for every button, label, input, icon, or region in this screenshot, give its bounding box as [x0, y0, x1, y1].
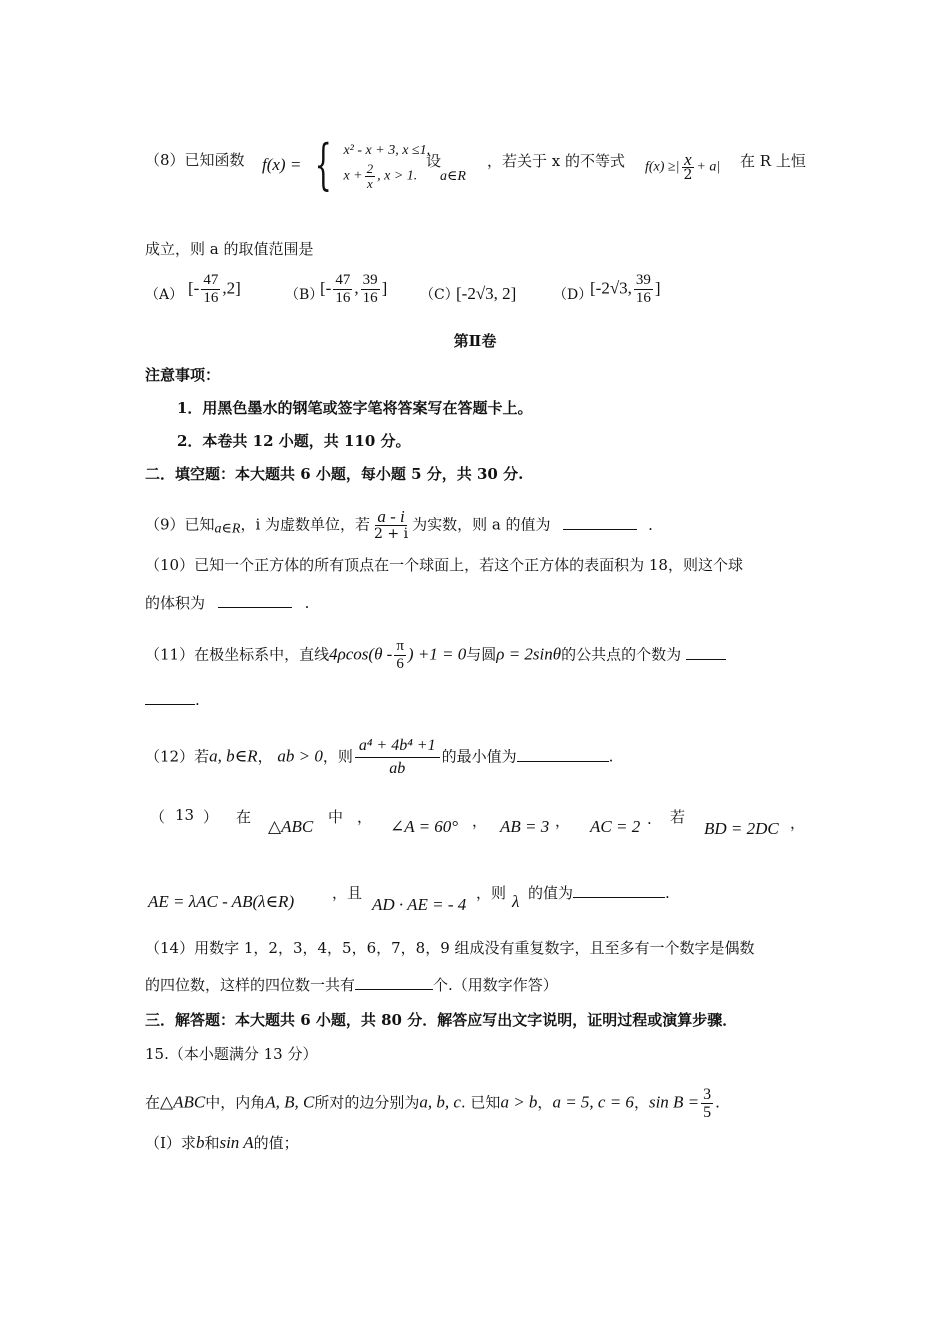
question-14-line-2: 的四位数，这样的四位数一共有 个.（用数字作答） [145, 976, 558, 994]
q13-then: ，则 [476, 884, 507, 902]
question-15-statement: 在△ABC中，内角A, B, C所对的边分别为a, b, c. 已知a > b，a = 5, c = 6，sin B = $\frac{3}{5}$ . [145, 1086, 720, 1121]
q8-option-c-label: （C） [420, 287, 459, 303]
q13-num: 13 [175, 806, 195, 824]
q13-dot-product: AD · AE = - 4 [372, 895, 467, 914]
q8-option-a: [- $\frac{47}{16}$ ,2] [188, 272, 241, 306]
q8-option-d: [-2√3, $\frac{39}{16}$ ] [590, 272, 661, 306]
question-8-line-2: 成立，则 a 的取值范围是 [145, 240, 314, 258]
q8-piece-2: x + $\frac{2}{x}$ , x > 1. [343, 160, 418, 191]
q8-fx: f(x) = [262, 155, 302, 174]
brace-icon: { [314, 133, 332, 196]
notes-item-2: 2．本卷共 12 小题，共 110 分。 [177, 432, 411, 450]
q13-comma-4: ， [790, 814, 806, 832]
q8-a-in-R: a∈R [440, 169, 466, 184]
question-11-line-2: . [145, 690, 200, 710]
q13-comma-2: ， [472, 812, 488, 830]
q8-piecewise [306, 133, 431, 196]
q13-zhong: 中 [328, 808, 344, 826]
q8-option-b: [- $\frac{47}{16}$ , $\frac{39}{16}$ ] [320, 272, 388, 306]
q14-answer-blank[interactable] [355, 975, 433, 990]
q13-comma-3: ， [555, 812, 571, 830]
q8-tail: 在 R 上恒 [740, 152, 806, 170]
q8-option-b-label: （B） [285, 287, 324, 303]
q13-if: 若 [670, 808, 686, 826]
question-9: （9）已知a∈R，i 为虚数单位，若 $\frac{a - i}{2 + i}$ 为实数，则 a 的值为 . [145, 507, 653, 542]
question-10-line-2: 的体积为 . [145, 594, 310, 612]
question-12: （12）若a, b∈R， ab > 0，则 $\frac{\text{a⁴ + 4b⁴ +1}}{ab}$ 的最小值为 . [145, 737, 614, 777]
q11-answer-blank-part-2[interactable] [145, 690, 195, 705]
q13-ac: AC = 2 [590, 817, 641, 836]
q13-ae-expr: AE = λAC - AB(λ∈R) [148, 892, 295, 911]
q13-triangle: △ABC [268, 817, 314, 836]
q13-num-close: ） [203, 808, 219, 826]
q8-option-d-label: （D） [553, 287, 593, 303]
notes-heading: 注意事项： [145, 366, 221, 384]
section-2-heading: 二．填空题：本大题共 6 小题，每小题 5 分，共 30 分. [145, 465, 524, 483]
q13-comma-1: ， [357, 808, 373, 826]
q13-in: 在 [236, 808, 252, 826]
q8-set: 设 [426, 152, 442, 170]
q13-period: . [647, 810, 652, 828]
question-15-part-1: （Ⅰ）求b和sin A的值； [145, 1133, 299, 1152]
part-2-title: 第Ⅱ卷 [453, 332, 497, 350]
q8-piece-1: x² - x + 3, x ≤1, [343, 142, 431, 158]
question-8-line-1 [145, 150, 245, 170]
question-15-title: 15.（本小题满分 13 分） [145, 1045, 318, 1063]
q13-num-open: （ [150, 808, 166, 826]
q8-inequality: f(x) ≥| $\frac{x}{2}$ + a| [645, 150, 721, 183]
q8-option-c: [-2√3, 2] [456, 284, 517, 303]
q13-answer-blank[interactable] [573, 883, 665, 898]
q13-bd: BD = 2DC [704, 819, 779, 838]
q8-set-text [426, 150, 441, 171]
section-3-heading: 三．解答题：本大题共 6 小题，共 80 分．解答应写出文字说明，证明过程或演算步骤． [145, 1011, 738, 1029]
q9-answer-blank[interactable] [563, 515, 637, 530]
q11-answer-blank-part-1[interactable] [686, 645, 726, 660]
q10-answer-blank[interactable] [218, 593, 292, 608]
q8-option-a-label: （A） [145, 287, 184, 303]
q13-ab: AB = 3 [500, 817, 550, 836]
q13-angle-a: ∠A = 60° [390, 817, 459, 836]
q8-condition: ，若关于 x 的不等式 [487, 152, 625, 170]
q13-and: ，且 [332, 884, 363, 902]
q8-label: （8）已知函数 [145, 151, 245, 169]
notes-item-1: 1．用黑色墨水的钢笔或签字笔将答案写在答题卡上。 [177, 399, 533, 417]
q13-value-text: 的值为 . [528, 884, 670, 902]
question-11-line-1: （11）在极坐标系中，直线4ρcos(θ - $\frac{\pi}{6}$ ) +1 = 0与圆ρ = 2sinθ的公共点的个数为 [145, 638, 726, 673]
q12-answer-blank[interactable] [517, 747, 609, 762]
q13-lambda: λ [512, 892, 520, 911]
question-14-line-1: （14）用数字 1，2，3，4，5，6，7，8，9 组成没有重复数字，且至多有一个数字是偶数 [145, 939, 755, 957]
q8-function-def [262, 133, 431, 196]
question-10-line-1: （10）已知一个正方体的所有顶点在一个球面上，若这个正方体的表面积为 18，则这个球 [145, 556, 743, 574]
